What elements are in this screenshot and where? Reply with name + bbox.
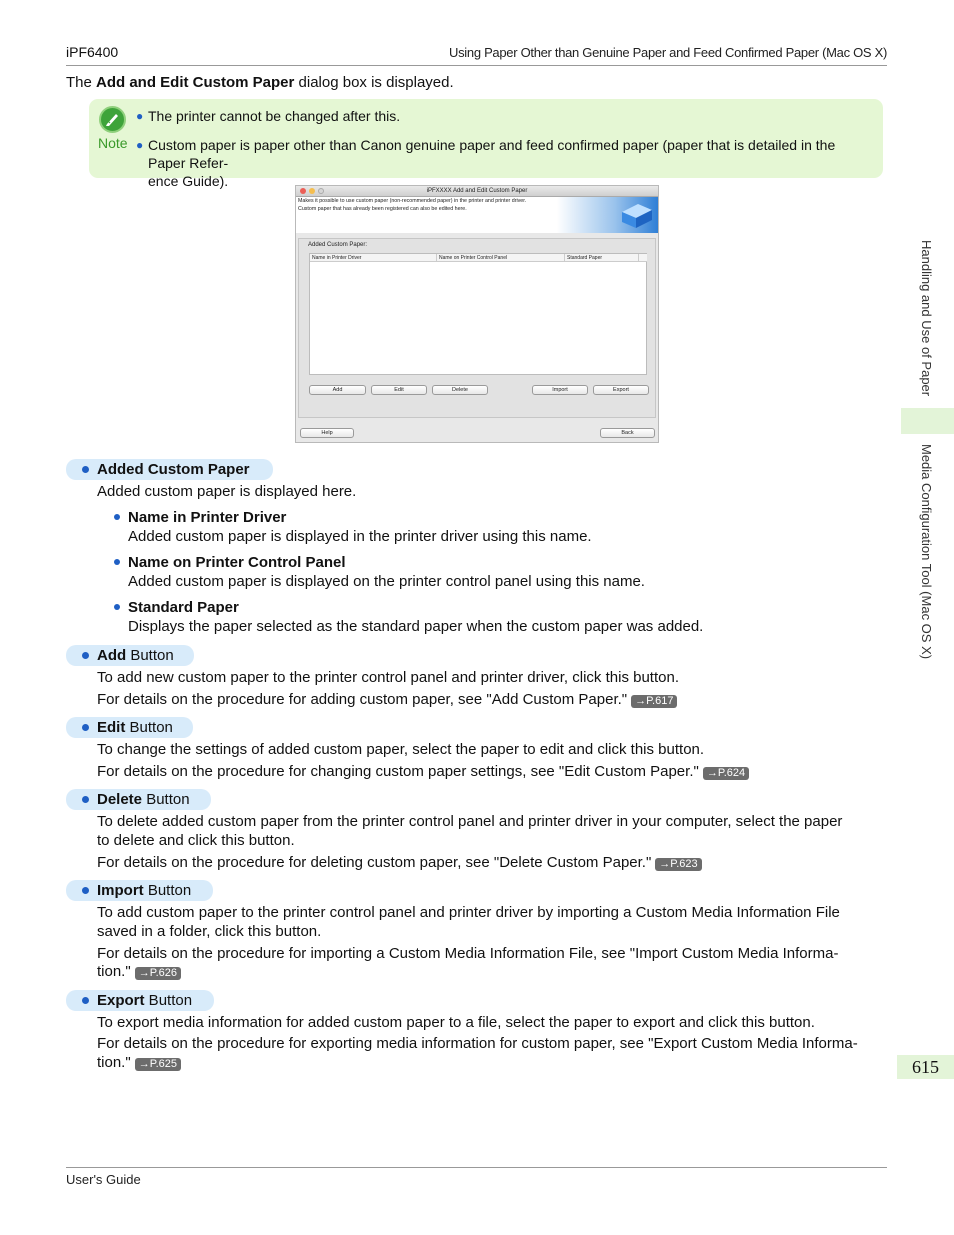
page-reference-link[interactable]: →P.626 xyxy=(135,967,181,980)
add-button-desc: To add new custom paper to the printer control panel and printer driver, click this button. xyxy=(97,669,679,686)
added-custom-paper-desc: Added custom paper is displayed here. xyxy=(97,483,357,500)
dialog-export-button[interactable]: Export xyxy=(593,385,649,395)
note-label: Note xyxy=(98,135,128,151)
column-header-name-driver[interactable]: Name in Printer Driver xyxy=(310,254,437,262)
page-reference-link[interactable]: →P.617 xyxy=(631,695,677,708)
paper-stack-icon xyxy=(618,200,654,230)
delete-details-text: For details on the procedure for deleting custom paper, see "Delete Custom Paper." xyxy=(97,854,652,871)
section-heading-rest: Button xyxy=(143,882,192,899)
dialog-back-button[interactable]: Back xyxy=(600,428,655,438)
delete-button-desc-line-1: To delete added custom paper from the printer control panel and printer driver in your computer, select the paper xyxy=(97,813,843,830)
bullet-icon xyxy=(82,466,89,473)
dialog-import-button[interactable]: Import xyxy=(532,385,588,395)
section-heading-import-button xyxy=(66,880,213,901)
bullet-icon xyxy=(82,652,89,659)
add-edit-custom-paper-dialog xyxy=(295,185,659,443)
header-rule xyxy=(66,65,887,66)
added-custom-paper-group xyxy=(298,238,656,418)
bullet-icon xyxy=(114,514,120,520)
intro-text xyxy=(66,74,454,91)
export-button-desc: To export media information for added custom paper to a file, select the paper to export and click this button. xyxy=(97,1014,815,1031)
header-model: iPF6400 xyxy=(66,44,119,60)
page-reference-link[interactable]: →P.624 xyxy=(703,767,749,780)
note-box xyxy=(89,99,883,189)
section-heading-delete-button xyxy=(66,789,211,810)
add-details-text: For details on the procedure for adding custom paper, see "Add Custom Paper." xyxy=(97,691,628,708)
subheading-name-in-printer-driver xyxy=(114,509,286,526)
footer-text: User's Guide xyxy=(66,1172,141,1187)
subheading-text: Name in Printer Driver xyxy=(128,509,287,526)
subheading-name-on-printer-control-panel xyxy=(114,554,346,571)
section-heading-bold: Delete xyxy=(97,791,143,808)
section-heading-bold: Export xyxy=(97,992,145,1009)
subheading-text: Standard Paper xyxy=(128,599,239,616)
export-button-details-line-2 xyxy=(97,1053,887,1072)
export-details-text: tion." xyxy=(97,1054,131,1071)
note-item-text-cont: ence Guide). xyxy=(148,173,229,189)
side-tab-marker xyxy=(901,408,954,434)
side-tab-media-configuration-tool[interactable]: Media Configuration Tool (Mac OS X) xyxy=(919,444,934,660)
delete-button-details xyxy=(97,853,887,872)
section-heading-bold: Add xyxy=(97,647,127,664)
dialog-title: iPFXXXX Add and Edit Custom Paper xyxy=(426,188,528,194)
import-details-text: tion." xyxy=(97,963,131,980)
edit-button-details xyxy=(97,762,887,781)
bullet-icon xyxy=(114,559,120,565)
section-heading-rest: Button xyxy=(142,791,190,808)
intro-suffix: dialog box is displayed. xyxy=(294,74,454,91)
header-section-title: Using Paper Other than Genuine Paper and Feed Confirmed Paper (Mac OS X) xyxy=(449,45,887,60)
import-button-details-line-2 xyxy=(97,962,887,981)
dialog-banner xyxy=(296,197,658,233)
export-button-details-line-1: For details on the procedure for exporting media information for custom paper, see "Export Custom Media Informa- xyxy=(97,1035,858,1052)
bullet-icon: ● xyxy=(136,138,144,152)
bullet-icon xyxy=(82,724,89,731)
page-reference-link[interactable]: →P.625 xyxy=(135,1058,181,1071)
dialog-edit-button[interactable]: Edit xyxy=(371,385,427,395)
banner-line-2: Custom paper that has already been registered can also be edited here. xyxy=(298,206,467,212)
banner-line-1: Makes it possible to use custom paper (non-recommended paper) in the printer and printer driver. xyxy=(298,198,527,204)
custom-paper-table[interactable] xyxy=(309,253,647,375)
column-header-standard-paper[interactable]: Standard Paper xyxy=(565,254,639,262)
footer-rule xyxy=(66,1167,887,1168)
section-heading-text: Added Custom Paper xyxy=(97,461,250,478)
bullet-icon xyxy=(82,887,89,894)
import-button-details-line-1: For details on the procedure for importing a Custom Media Information File, see "Import Custom Media Informa- xyxy=(97,945,839,962)
intro-prefix: The xyxy=(66,74,97,91)
note-item-text: Custom paper is paper other than Canon genuine paper and feed confirmed paper (paper that is detailed in the Paper Refer- xyxy=(148,137,836,171)
name-in-printer-driver-desc: Added custom paper is displayed in the printer driver using this name. xyxy=(128,528,592,545)
note-pencil-icon xyxy=(99,106,126,133)
edit-button-desc: To change the settings of added custom paper, select the paper to edit and click this button. xyxy=(97,741,705,758)
subheading-standard-paper xyxy=(114,599,239,616)
bullet-icon xyxy=(114,604,120,610)
section-heading-rest: Button xyxy=(125,719,173,736)
dialog-delete-button[interactable]: Delete xyxy=(432,385,488,395)
delete-button-desc-line-2: to delete and click this button. xyxy=(97,832,295,849)
dialog-titlebar xyxy=(296,186,658,197)
page-number: 615 xyxy=(897,1055,954,1079)
note-item xyxy=(136,136,866,190)
note-item-text: The printer cannot be changed after this. xyxy=(148,108,401,124)
name-on-printer-control-panel-desc: Added custom paper is displayed on the printer control panel using this name. xyxy=(128,573,645,590)
add-button-details xyxy=(97,690,887,709)
bullet-icon xyxy=(82,796,89,803)
section-heading-rest: Button xyxy=(144,992,193,1009)
side-tab-handling-and-use-of-paper[interactable]: Handling and Use of Paper xyxy=(919,240,934,397)
edit-details-text: For details on the procedure for changing custom paper settings, see "Edit Custom Paper." xyxy=(97,763,699,780)
import-button-desc-line-2: saved in a folder, click this button. xyxy=(97,923,322,940)
intro-dialog-name: Add and Edit Custom Paper xyxy=(96,74,295,91)
section-heading-bold: Import xyxy=(97,882,144,899)
group-caption: Added Custom Paper: xyxy=(308,242,368,248)
section-heading-edit-button xyxy=(66,717,193,738)
bullet-icon xyxy=(82,997,89,1004)
section-heading-bold: Edit xyxy=(97,719,126,736)
bullet-icon: ● xyxy=(136,109,144,123)
dialog-add-button[interactable]: Add xyxy=(309,385,366,395)
dialog-help-button[interactable]: Help xyxy=(300,428,354,438)
column-header-name-panel[interactable]: Name on Printer Control Panel xyxy=(437,254,565,262)
page-reference-link[interactable]: →P.623 xyxy=(655,858,701,871)
column-header-spacer xyxy=(639,254,647,262)
standard-paper-desc: Displays the paper selected as the standard paper when the custom paper was added. xyxy=(128,618,704,635)
section-heading-export-button xyxy=(66,990,214,1011)
note-item xyxy=(136,107,866,125)
section-heading-added-custom-paper xyxy=(66,459,273,480)
section-heading-rest: Button xyxy=(126,647,174,664)
subheading-text: Name on Printer Control Panel xyxy=(128,554,346,571)
import-button-desc-line-1: To add custom paper to the printer control panel and printer driver by importing a Custom Media Information File xyxy=(97,904,840,921)
section-heading-add-button xyxy=(66,645,194,666)
